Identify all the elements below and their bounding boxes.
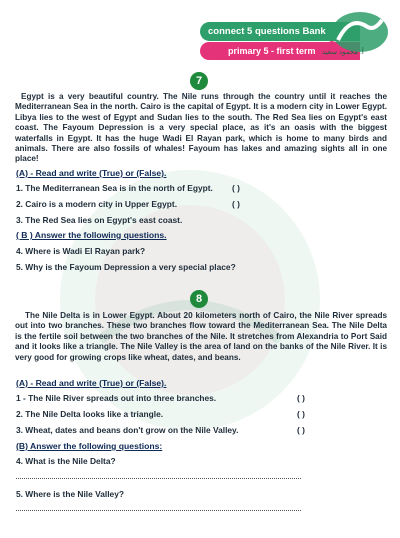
answer-paren-8a-1: ( ): [297, 393, 305, 403]
answer-line-8b-5[interactable]: [16, 510, 301, 511]
header-title: connect 5 questions Bank: [200, 22, 360, 41]
question-8b-4: 4. What is the Nile Delta?: [16, 456, 116, 466]
question-8a-3: 3. Wheat, dates and beans don't grow on the Nile Valley.: [16, 425, 239, 435]
question-7a-1: 1. The Mediterranean Sea is in the north of Egypt.: [16, 183, 213, 193]
author-name: أ. محمود سعيد: [322, 49, 364, 56]
question-8a-2: 2. The Nile Delta looks like a triangle.: [16, 409, 164, 419]
section-number-7: 7: [190, 72, 208, 90]
section-number-8: 8: [190, 290, 208, 308]
answer-paren-7a-2: ( ): [232, 199, 240, 209]
answer-line-8b-4[interactable]: [16, 478, 301, 479]
question-7b-5: 5. Why is the Fayoum Depression a very special place?: [16, 262, 236, 272]
part-a-title-8: (A) - Read and write (True) or (False).: [16, 378, 167, 388]
question-8a-1: 1 - The Nile River spreads out into three branches.: [16, 393, 217, 403]
question-7a-3: 3. The Red Sea lies on Egypt's east coast.: [16, 215, 183, 225]
answer-paren-8a-3: ( ): [297, 425, 305, 435]
passage-7: Egypt is a very beautiful country. The Nile runs through the country until it reaches the Mediterranean Sea in the north. Cairo is the capital of Egypt. It is a modern city in Lower Egypt. Libya lies to the west of Egypt and Sudan lies to the south. The Red Sea lies on Egypt's east coast. The Fayoum Depression is a very special place, as it's an oasis with the biggest waterfalls in Egypt. It has the huge Wadi El Rayan park, which is home to many birds and animals. There are also fossils of whales! Fayoum has lakes and amazing sights all in one place!: [15, 92, 387, 164]
answer-paren-8a-2: ( ): [297, 409, 305, 419]
question-7b-4: 4. Where is Wadi El Rayan park?: [16, 246, 146, 256]
part-b-title-8: (B) Answer the following questions:: [16, 441, 163, 451]
part-a-title-7: (A) - Read and write (True) or (False).: [16, 168, 167, 178]
answer-paren-7a-1: ( ): [232, 183, 240, 193]
question-7a-2: 2. Cairo is a modern city in Upper Egypt.: [16, 199, 178, 209]
header-subtitle: primary 5 - first term: [200, 42, 360, 60]
part-b-title-7: ( B ) Answer the following questions.: [16, 230, 167, 240]
passage-8: The Nile Delta is in Lower Egypt. About 20 kilometers north of Cairo, the Nile River spreads out into two branches. These two branches flow toward the Mediterranean Sea. The Nile Delta is the fertile soil between the two branches of the Nile. It stretches from Alexandria to Port Said and it looks like a triangle. The Nile Valley is the area of land on the banks of the Nile River. It is very good for growing crops like wheat, dates, and beans.: [15, 311, 387, 362]
question-8b-5: 5. Where is the Nile Valley?: [16, 489, 124, 499]
